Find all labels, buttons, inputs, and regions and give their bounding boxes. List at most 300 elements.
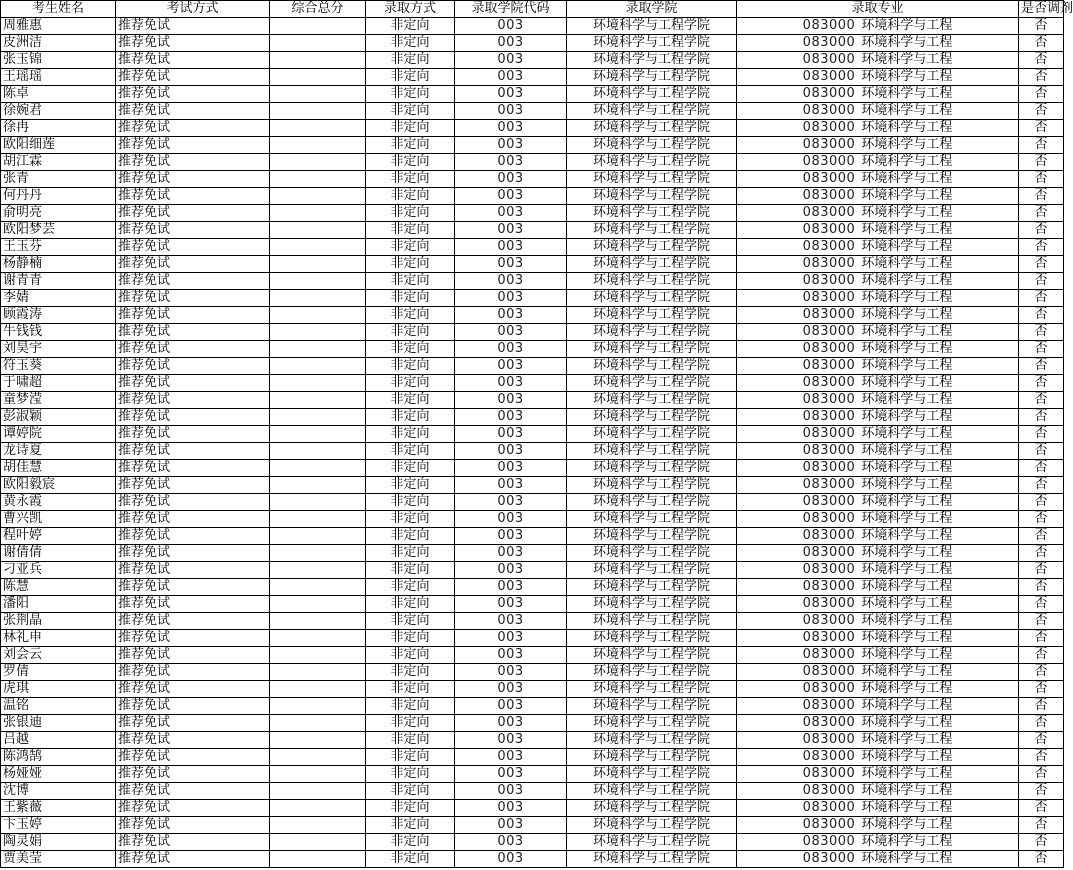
exam-method-cell: 推荐免试	[116, 86, 270, 103]
admission-mode-cell: 非定向	[366, 817, 455, 834]
exam-method-cell: 推荐免试	[116, 392, 270, 409]
student-name-cell: 张玉锦	[1, 52, 116, 69]
major-name: 环境科学与工程	[861, 426, 953, 441]
table-row	[1, 460, 1064, 477]
college-code-cell: 003	[455, 69, 567, 86]
exam-method-cell: 推荐免试	[116, 256, 270, 273]
college-cell: 环境科学与工程学院	[567, 35, 737, 52]
major-cell	[737, 698, 1019, 715]
adjusted-cell: 否	[1019, 851, 1064, 868]
table-row	[1, 188, 1064, 205]
exam-method-cell: 推荐免试	[116, 732, 270, 749]
col-header-adjusted: 是否调剂	[1019, 1, 1064, 18]
major-code: 083000	[802, 800, 856, 815]
student-name-cell: 程叶婷	[1, 528, 116, 545]
major-code: 083000	[802, 528, 856, 543]
exam-method-cell: 推荐免试	[116, 103, 270, 120]
college-code-cell: 003	[455, 341, 567, 358]
college-cell: 环境科学与工程学院	[567, 511, 737, 528]
college-code-cell: 003	[455, 681, 567, 698]
major-name: 环境科学与工程	[861, 222, 953, 237]
major-name: 环境科学与工程	[861, 783, 953, 798]
adjusted-cell: 否	[1019, 443, 1064, 460]
table-row	[1, 783, 1064, 800]
major-name: 环境科学与工程	[861, 86, 953, 101]
admission-mode-cell: 非定向	[366, 341, 455, 358]
exam-method-cell: 推荐免试	[116, 426, 270, 443]
major-code: 083000	[802, 834, 856, 849]
major-name: 环境科学与工程	[861, 732, 953, 747]
college-code-cell: 003	[455, 358, 567, 375]
major-cell	[737, 341, 1019, 358]
student-name-cell: 陈卓	[1, 86, 116, 103]
total-score-cell	[270, 426, 366, 443]
total-score-cell	[270, 630, 366, 647]
college-cell: 环境科学与工程学院	[567, 783, 737, 800]
table-row	[1, 579, 1064, 596]
college-code-cell: 003	[455, 579, 567, 596]
college-cell: 环境科学与工程学院	[567, 137, 737, 154]
admission-mode-cell: 非定向	[366, 120, 455, 137]
college-cell: 环境科学与工程学院	[567, 188, 737, 205]
total-score-cell	[270, 579, 366, 596]
student-name-cell: 王玉芬	[1, 239, 116, 256]
college-cell: 环境科学与工程学院	[567, 647, 737, 664]
college-cell: 环境科学与工程学院	[567, 324, 737, 341]
college-cell: 环境科学与工程学院	[567, 528, 737, 545]
adjusted-cell: 否	[1019, 579, 1064, 596]
table-row	[1, 290, 1064, 307]
exam-method-cell: 推荐免试	[116, 273, 270, 290]
major-cell	[737, 834, 1019, 851]
total-score-cell	[270, 171, 366, 188]
college-cell: 环境科学与工程学院	[567, 562, 737, 579]
admission-mode-cell: 非定向	[366, 494, 455, 511]
student-name-cell: 沈博	[1, 783, 116, 800]
college-code-cell: 003	[455, 749, 567, 766]
college-cell: 环境科学与工程学院	[567, 171, 737, 188]
student-name-cell: 陈鸿鹄	[1, 749, 116, 766]
college-cell: 环境科学与工程学院	[567, 817, 737, 834]
student-name-cell: 符玉葵	[1, 358, 116, 375]
adjusted-cell: 否	[1019, 800, 1064, 817]
adjusted-cell: 否	[1019, 69, 1064, 86]
college-code-cell: 003	[455, 375, 567, 392]
major-code: 083000	[802, 749, 856, 764]
major-code: 083000	[802, 154, 856, 169]
college-cell: 环境科学与工程学院	[567, 69, 737, 86]
college-cell: 环境科学与工程学院	[567, 477, 737, 494]
major-cell	[737, 732, 1019, 749]
total-score-cell	[270, 800, 366, 817]
major-cell	[737, 664, 1019, 681]
college-cell: 环境科学与工程学院	[567, 86, 737, 103]
major-code: 083000	[802, 358, 856, 373]
admission-mode-cell: 非定向	[366, 834, 455, 851]
major-cell	[737, 647, 1019, 664]
major-code: 083000	[802, 477, 856, 492]
adjusted-cell: 否	[1019, 749, 1064, 766]
major-code: 083000	[802, 324, 856, 339]
col-header-exam-method: 考试方式	[116, 1, 270, 18]
table-row	[1, 834, 1064, 851]
major-name: 环境科学与工程	[861, 443, 953, 458]
total-score-cell	[270, 154, 366, 171]
college-cell: 环境科学与工程学院	[567, 256, 737, 273]
major-name: 环境科学与工程	[861, 562, 953, 577]
student-name-cell: 陈慧	[1, 579, 116, 596]
adjusted-cell: 否	[1019, 766, 1064, 783]
college-code-cell: 003	[455, 834, 567, 851]
total-score-cell	[270, 477, 366, 494]
exam-method-cell: 推荐免试	[116, 528, 270, 545]
adjusted-cell: 否	[1019, 392, 1064, 409]
major-code: 083000	[802, 256, 856, 271]
college-cell: 环境科学与工程学院	[567, 222, 737, 239]
major-cell	[737, 545, 1019, 562]
total-score-cell	[270, 341, 366, 358]
student-name-cell: 张青	[1, 171, 116, 188]
college-code-cell: 003	[455, 273, 567, 290]
col-header-name: 考生姓名	[1, 1, 116, 18]
major-cell	[737, 392, 1019, 409]
exam-method-cell: 推荐免试	[116, 494, 270, 511]
college-code-cell: 003	[455, 222, 567, 239]
major-name: 环境科学与工程	[861, 800, 953, 815]
adjusted-cell: 否	[1019, 137, 1064, 154]
college-code-cell: 003	[455, 52, 567, 69]
admission-mode-cell: 非定向	[366, 545, 455, 562]
total-score-cell	[270, 494, 366, 511]
college-code-cell: 003	[455, 443, 567, 460]
major-name: 环境科学与工程	[861, 647, 953, 662]
major-cell	[737, 460, 1019, 477]
major-cell	[737, 715, 1019, 732]
adjusted-cell: 否	[1019, 817, 1064, 834]
college-code-cell: 003	[455, 783, 567, 800]
admission-mode-cell: 非定向	[366, 222, 455, 239]
exam-method-cell: 推荐免试	[116, 477, 270, 494]
total-score-cell	[270, 664, 366, 681]
student-name-cell: 童梦滢	[1, 392, 116, 409]
student-name-cell: 刘昊宇	[1, 341, 116, 358]
total-score-cell	[270, 443, 366, 460]
student-name-cell: 谢倩倩	[1, 545, 116, 562]
major-code: 083000	[802, 205, 856, 220]
exam-method-cell: 推荐免试	[116, 630, 270, 647]
college-code-cell: 003	[455, 86, 567, 103]
college-cell: 环境科学与工程学院	[567, 800, 737, 817]
total-score-cell	[270, 851, 366, 868]
student-name-cell: 李婧	[1, 290, 116, 307]
admission-mode-cell: 非定向	[366, 664, 455, 681]
adjusted-cell: 否	[1019, 545, 1064, 562]
adjusted-cell: 否	[1019, 103, 1064, 120]
exam-method-cell: 推荐免试	[116, 698, 270, 715]
major-code: 083000	[802, 409, 856, 424]
student-name-cell: 龙诗夏	[1, 443, 116, 460]
student-name-cell: 欧阳梦芸	[1, 222, 116, 239]
exam-method-cell: 推荐免试	[116, 562, 270, 579]
admission-mode-cell: 非定向	[366, 443, 455, 460]
major-cell	[737, 154, 1019, 171]
major-code: 083000	[802, 188, 856, 203]
table-row	[1, 511, 1064, 528]
total-score-cell	[270, 392, 366, 409]
major-cell	[737, 528, 1019, 545]
college-code-cell: 003	[455, 545, 567, 562]
student-name-cell: 虎琪	[1, 681, 116, 698]
college-code-cell: 003	[455, 18, 567, 35]
table-row	[1, 341, 1064, 358]
major-name: 环境科学与工程	[861, 596, 953, 611]
major-cell	[737, 86, 1019, 103]
student-name-cell: 王瑶瑶	[1, 69, 116, 86]
total-score-cell	[270, 205, 366, 222]
table-row	[1, 698, 1064, 715]
adjusted-cell: 否	[1019, 681, 1064, 698]
col-header-major: 录取专业	[737, 1, 1019, 18]
student-name-cell: 欧阳毅宸	[1, 477, 116, 494]
college-code-cell: 003	[455, 239, 567, 256]
major-name: 环境科学与工程	[861, 341, 953, 356]
major-cell	[737, 52, 1019, 69]
header-row	[1, 1, 1064, 18]
college-code-cell: 003	[455, 732, 567, 749]
major-code: 083000	[802, 596, 856, 611]
admission-mode-cell: 非定向	[366, 460, 455, 477]
total-score-cell	[270, 35, 366, 52]
exam-method-cell: 推荐免试	[116, 511, 270, 528]
table-row	[1, 273, 1064, 290]
student-name-cell: 陶灵娟	[1, 834, 116, 851]
admission-mode-cell: 非定向	[366, 681, 455, 698]
college-cell: 环境科学与工程学院	[567, 613, 737, 630]
table-row	[1, 171, 1064, 188]
admission-mode-cell: 非定向	[366, 171, 455, 188]
exam-method-cell: 推荐免试	[116, 205, 270, 222]
major-cell	[737, 630, 1019, 647]
adjusted-cell: 否	[1019, 494, 1064, 511]
table-row	[1, 86, 1064, 103]
admission-mode-cell: 非定向	[366, 154, 455, 171]
major-cell	[737, 290, 1019, 307]
college-cell: 环境科学与工程学院	[567, 341, 737, 358]
college-code-cell: 003	[455, 715, 567, 732]
admission-mode-cell: 非定向	[366, 783, 455, 800]
table-row	[1, 205, 1064, 222]
major-cell	[737, 205, 1019, 222]
major-code: 083000	[802, 613, 856, 628]
table-row	[1, 307, 1064, 324]
table-row	[1, 256, 1064, 273]
exam-method-cell: 推荐免试	[116, 817, 270, 834]
major-code: 083000	[802, 766, 856, 781]
major-name: 环境科学与工程	[861, 766, 953, 781]
adjusted-cell: 否	[1019, 307, 1064, 324]
major-cell	[737, 426, 1019, 443]
exam-method-cell: 推荐免试	[116, 358, 270, 375]
major-name: 环境科学与工程	[861, 52, 953, 67]
major-cell	[737, 69, 1019, 86]
student-name-cell: 刘会云	[1, 647, 116, 664]
college-cell: 环境科学与工程学院	[567, 273, 737, 290]
major-cell	[737, 103, 1019, 120]
major-name: 环境科学与工程	[861, 545, 953, 560]
table-row	[1, 545, 1064, 562]
table-row	[1, 851, 1064, 868]
exam-method-cell: 推荐免试	[116, 188, 270, 205]
major-name: 环境科学与工程	[861, 613, 953, 628]
major-name: 环境科学与工程	[861, 834, 953, 849]
exam-method-cell: 推荐免试	[116, 800, 270, 817]
admission-mode-cell: 非定向	[366, 205, 455, 222]
exam-method-cell: 推荐免试	[116, 647, 270, 664]
table-row	[1, 392, 1064, 409]
major-name: 环境科学与工程	[861, 375, 953, 390]
college-cell: 环境科学与工程学院	[567, 426, 737, 443]
admission-mode-cell: 非定向	[366, 392, 455, 409]
major-cell	[737, 120, 1019, 137]
table-row	[1, 647, 1064, 664]
exam-method-cell: 推荐免试	[116, 341, 270, 358]
admission-mode-cell: 非定向	[366, 596, 455, 613]
college-code-cell: 003	[455, 596, 567, 613]
student-name-cell: 卞玉婷	[1, 817, 116, 834]
exam-method-cell: 推荐免试	[116, 222, 270, 239]
adjusted-cell: 否	[1019, 834, 1064, 851]
major-name: 环境科学与工程	[861, 307, 953, 322]
college-cell: 环境科学与工程学院	[567, 851, 737, 868]
major-cell	[737, 239, 1019, 256]
major-code: 083000	[802, 579, 856, 594]
major-code: 083000	[802, 171, 856, 186]
admission-mode-cell: 非定向	[366, 477, 455, 494]
major-name: 环境科学与工程	[861, 239, 953, 254]
total-score-cell	[270, 375, 366, 392]
major-code: 083000	[802, 273, 856, 288]
college-code-cell: 003	[455, 511, 567, 528]
total-score-cell	[270, 834, 366, 851]
col-header-college: 录取学院	[567, 1, 737, 18]
major-cell	[737, 579, 1019, 596]
exam-method-cell: 推荐免试	[116, 409, 270, 426]
major-cell	[737, 375, 1019, 392]
college-cell: 环境科学与工程学院	[567, 460, 737, 477]
student-name-cell: 徐婉君	[1, 103, 116, 120]
college-cell: 环境科学与工程学院	[567, 409, 737, 426]
adjusted-cell: 否	[1019, 205, 1064, 222]
college-code-cell: 003	[455, 103, 567, 120]
total-score-cell	[270, 86, 366, 103]
adjusted-cell: 否	[1019, 477, 1064, 494]
table-row	[1, 562, 1064, 579]
exam-method-cell: 推荐免试	[116, 154, 270, 171]
major-name: 环境科学与工程	[861, 103, 953, 118]
major-cell	[737, 256, 1019, 273]
adjusted-cell: 否	[1019, 783, 1064, 800]
major-name: 环境科学与工程	[861, 409, 953, 424]
adjusted-cell: 否	[1019, 698, 1064, 715]
major-cell	[737, 324, 1019, 341]
admission-mode-cell: 非定向	[366, 273, 455, 290]
table-row	[1, 426, 1064, 443]
table-row	[1, 766, 1064, 783]
major-name: 环境科学与工程	[861, 698, 953, 713]
adjusted-cell: 否	[1019, 375, 1064, 392]
total-score-cell	[270, 613, 366, 630]
major-code: 083000	[802, 137, 856, 152]
major-code: 083000	[802, 460, 856, 475]
major-code: 083000	[802, 630, 856, 645]
major-cell	[737, 137, 1019, 154]
table-body	[1, 18, 1064, 868]
exam-method-cell: 推荐免试	[116, 120, 270, 137]
exam-method-cell: 推荐免试	[116, 681, 270, 698]
major-code: 083000	[802, 103, 856, 118]
college-code-cell: 003	[455, 766, 567, 783]
adjusted-cell: 否	[1019, 732, 1064, 749]
adjusted-cell: 否	[1019, 630, 1064, 647]
exam-method-cell: 推荐免试	[116, 766, 270, 783]
major-code: 083000	[802, 307, 856, 322]
student-name-cell: 曹兴凯	[1, 511, 116, 528]
major-name: 环境科学与工程	[861, 18, 953, 33]
total-score-cell	[270, 545, 366, 562]
major-name: 环境科学与工程	[861, 154, 953, 169]
adjusted-cell: 否	[1019, 52, 1064, 69]
major-cell	[737, 817, 1019, 834]
college-code-cell: 003	[455, 290, 567, 307]
total-score-cell	[270, 647, 366, 664]
adjusted-cell: 否	[1019, 18, 1064, 35]
major-code: 083000	[802, 290, 856, 305]
college-code-cell: 003	[455, 307, 567, 324]
student-name-cell: 彭淑颖	[1, 409, 116, 426]
college-cell: 环境科学与工程学院	[567, 494, 737, 511]
adjusted-cell: 否	[1019, 596, 1064, 613]
admission-mode-cell: 非定向	[366, 851, 455, 868]
total-score-cell	[270, 273, 366, 290]
major-code: 083000	[802, 783, 856, 798]
college-code-cell: 003	[455, 698, 567, 715]
admission-mode-cell: 非定向	[366, 307, 455, 324]
admission-mode-cell: 非定向	[366, 647, 455, 664]
major-code: 083000	[802, 511, 856, 526]
exam-method-cell: 推荐免试	[116, 171, 270, 188]
major-code: 083000	[802, 562, 856, 577]
exam-method-cell: 推荐免试	[116, 239, 270, 256]
exam-method-cell: 推荐免试	[116, 137, 270, 154]
adjusted-cell: 否	[1019, 120, 1064, 137]
college-code-cell: 003	[455, 154, 567, 171]
college-cell: 环境科学与工程学院	[567, 375, 737, 392]
major-name: 环境科学与工程	[861, 69, 953, 84]
college-code-cell: 003	[455, 205, 567, 222]
admission-mode-cell: 非定向	[366, 766, 455, 783]
student-name-cell: 何丹丹	[1, 188, 116, 205]
adjusted-cell: 否	[1019, 222, 1064, 239]
college-cell: 环境科学与工程学院	[567, 154, 737, 171]
college-code-cell: 003	[455, 613, 567, 630]
college-cell: 环境科学与工程学院	[567, 239, 737, 256]
admission-mode-cell: 非定向	[366, 749, 455, 766]
college-cell: 环境科学与工程学院	[567, 205, 737, 222]
adjusted-cell: 否	[1019, 460, 1064, 477]
college-cell: 环境科学与工程学院	[567, 681, 737, 698]
major-code: 083000	[802, 222, 856, 237]
major-cell	[737, 681, 1019, 698]
